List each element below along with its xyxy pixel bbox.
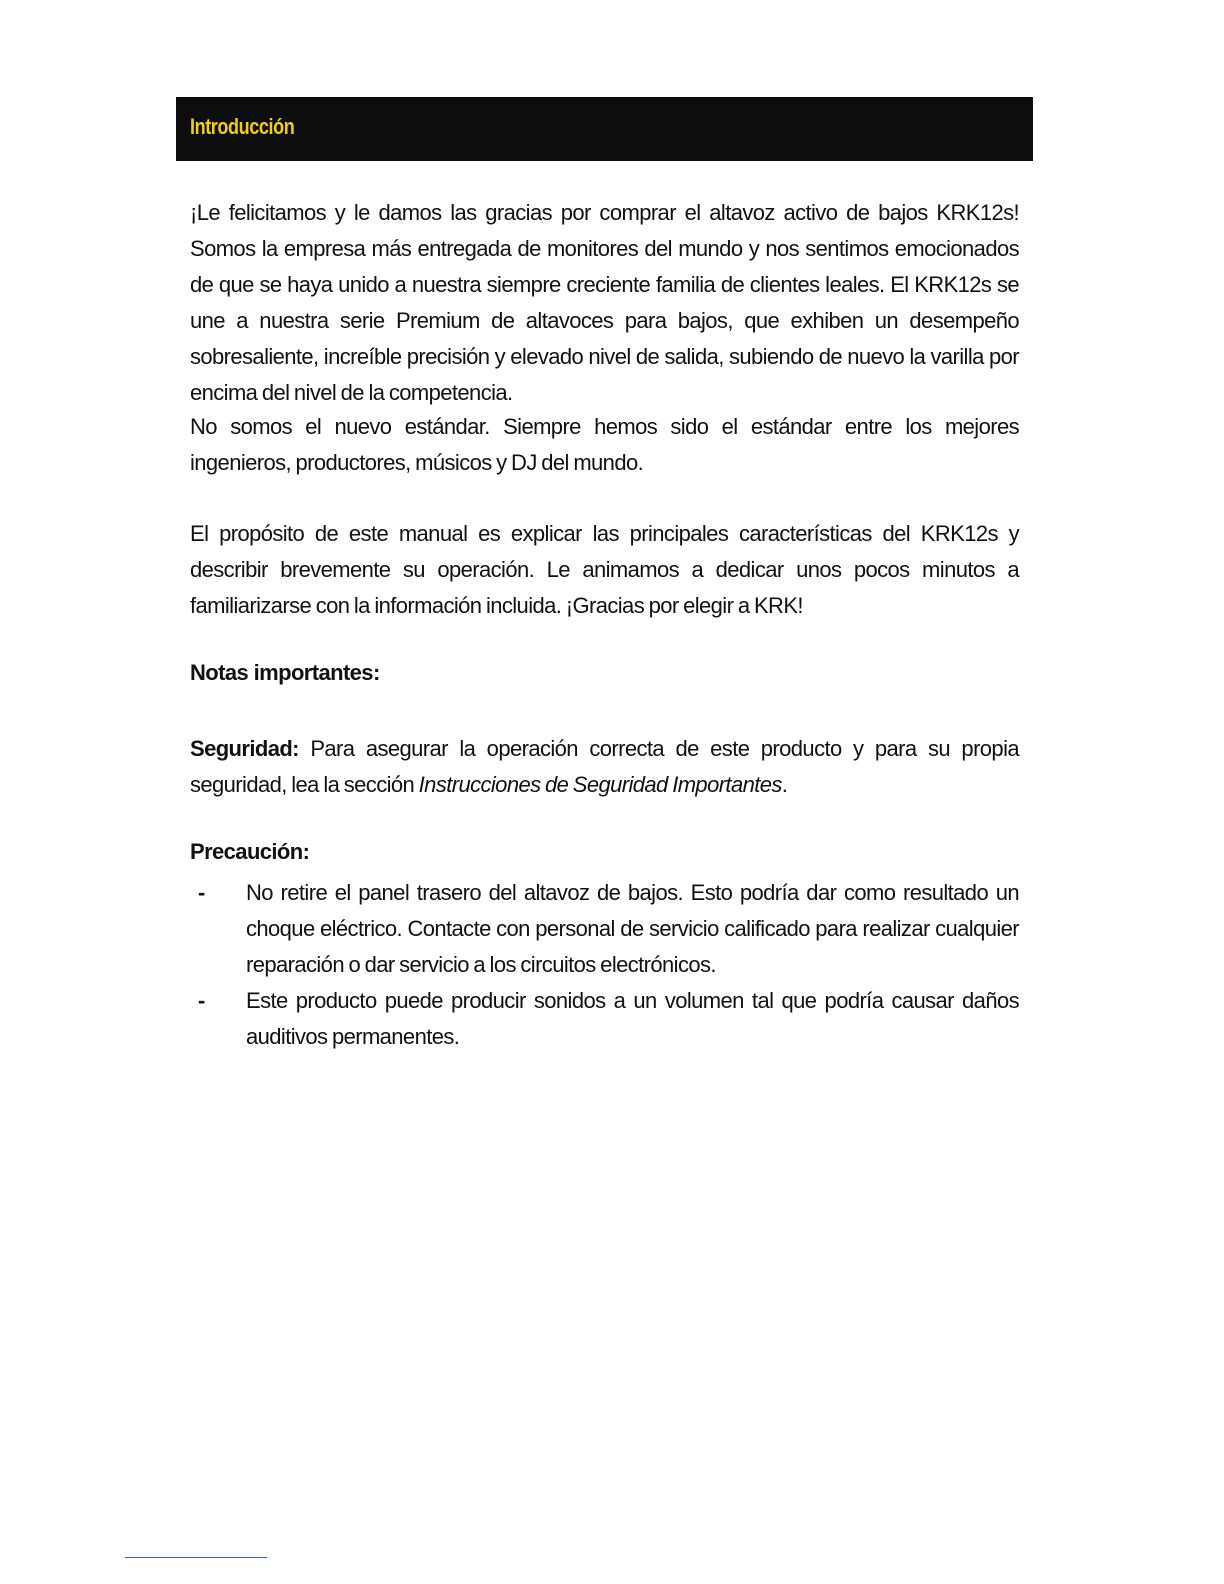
footnote-separator-line <box>125 1557 267 1558</box>
safety-paragraph <box>190 731 1019 803</box>
caution-heading: Precaución: <box>190 839 310 864</box>
bullet-dash: - <box>198 880 205 905</box>
bullet-dash: - <box>198 988 205 1013</box>
safety-end: . <box>781 772 788 797</box>
safety-text: Para asegurar la operación correcta de este producto y para su propia seguridad, lea la sección <box>190 736 1019 797</box>
safety-label: Seguridad: <box>190 736 299 761</box>
section-header-bar <box>176 97 1033 161</box>
caution-item-text: Este producto puede producir sonidos a un volumen tal que podría causar daños auditivos permanentes. <box>246 988 1019 1049</box>
safety-reference: Instrucciones de Seguridad Importantes <box>418 772 782 797</box>
caution-list <box>190 875 1019 1055</box>
list-item <box>190 875 1019 983</box>
list-item <box>190 983 1019 1055</box>
standard-paragraph: No somos el nuevo estándar. Siempre hemos sido el estándar entre los mejores ingenieros, productores, músicos y DJ del mundo. <box>190 414 1019 475</box>
purpose-paragraph: El propósito de este manual es explicar las principales características del KRK12s y describir brevemente su operación. Le animamos a dedicar unos pocos minutos a familiarizarse con la información incluida. ¡Gracias por elegir a KRK! <box>190 521 1019 618</box>
section-title: Introducción <box>190 114 295 139</box>
important-notes-heading: Notas importantes: <box>190 660 380 685</box>
intro-paragraph: ¡Le felicitamos y le damos las gracias por comprar el altavoz activo de bajos KRK12s! Somos la empresa más entregada de monitores del mundo y nos sentimos emocionados de que se haya unido a nuestra siempre creciente familia de clientes leales. El KRK12s se une a nuestra serie Premium de altavoces para bajos, que exhiben un desempeño sobresaliente, increíble precisión y elevado nivel de salida, subiendo de nuevo la varilla por encima del nivel de la competencia. <box>190 200 1019 405</box>
caution-item-text: No retire el panel trasero del altavoz de bajos. Esto podría dar como resultado un choque eléctrico. Contacte con personal de servicio calificado para realizar cualquier reparación o dar servicio a los circuitos electrónicos. <box>246 880 1019 977</box>
